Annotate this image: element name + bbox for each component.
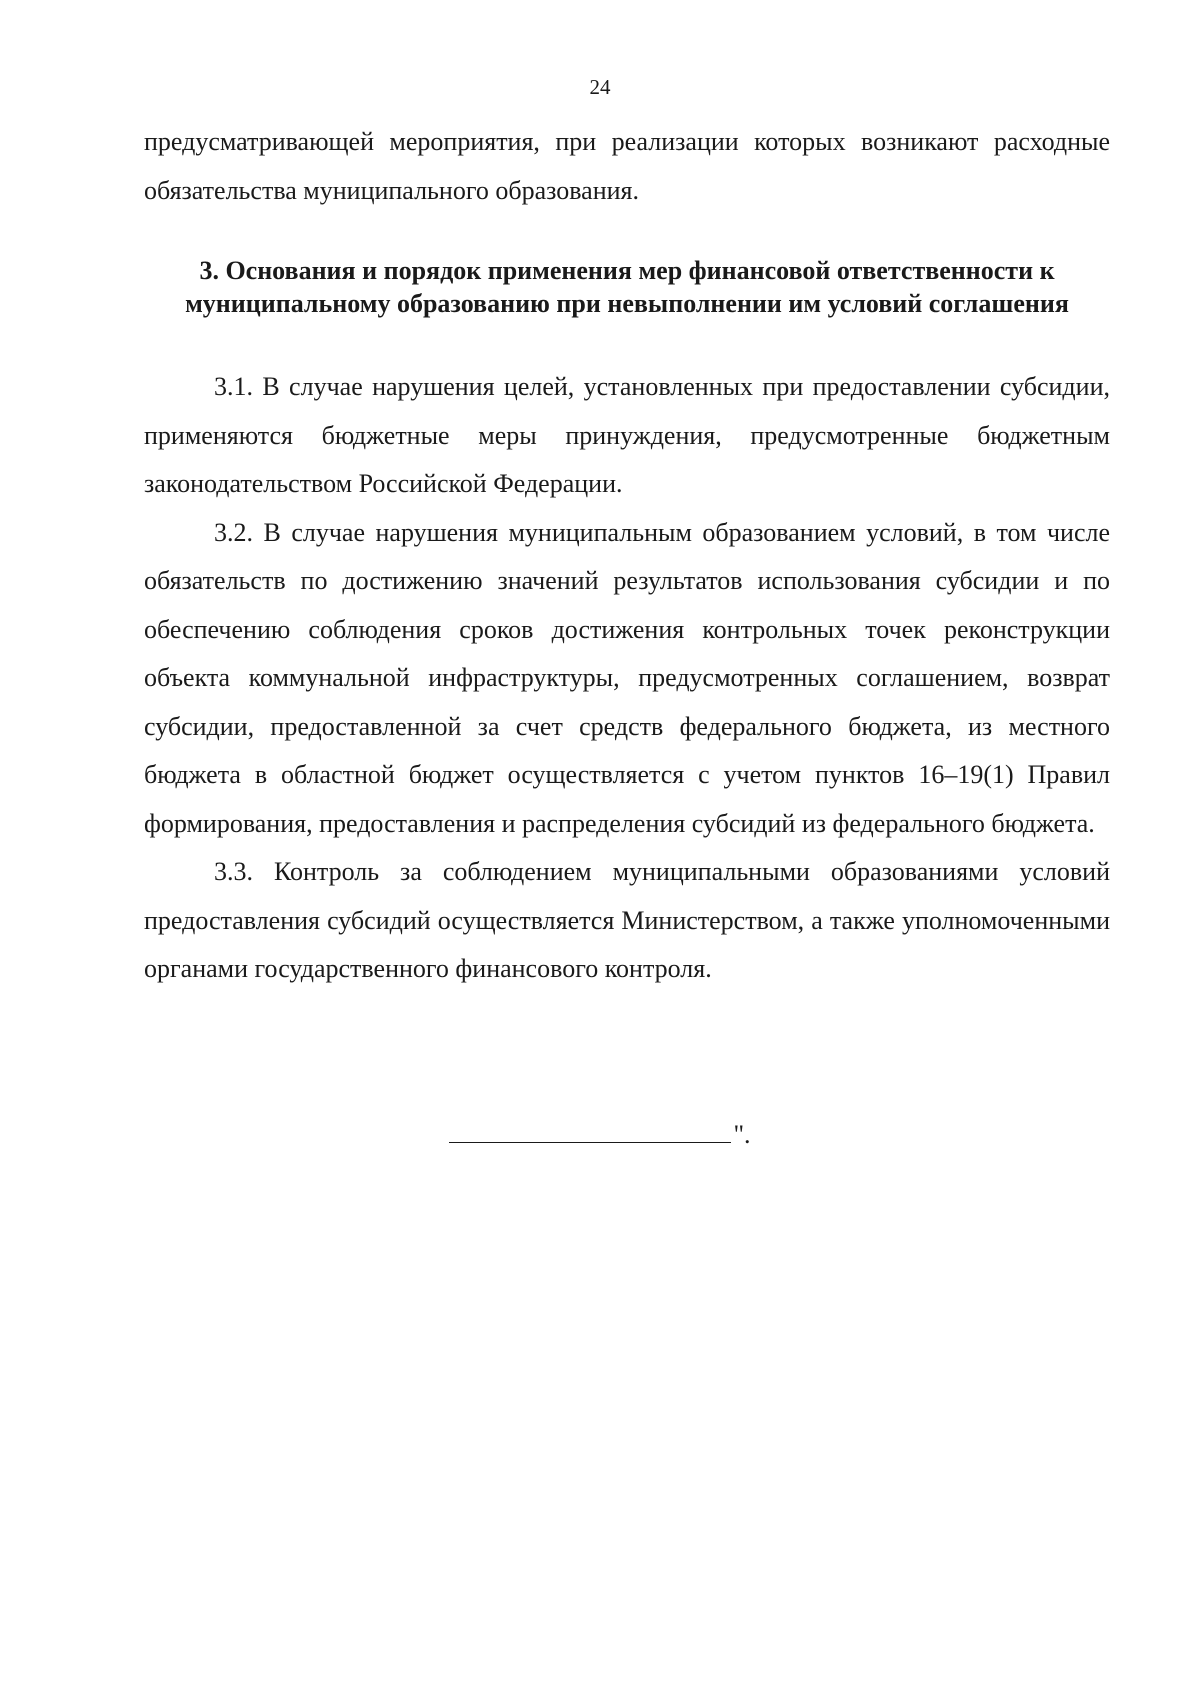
section-body	[144, 363, 1110, 994]
closing-underline	[449, 1114, 731, 1143]
paragraph-3-2: 3.2. В случае нарушения муниципальным образованием условий, в том числе обязательств по достижению значений результатов использования субсидии и по обеспечению соблюдения сроков достижения контрольных точек реконструкции объекта коммунальной инфраструктуры, предусмотренных соглашением, возврат субсидии, предоставленной за счет средств федерального бюджета, из местного бюджета в областной бюджет осуществляется с учетом пунктов 16–19(1) Правил формирования, предоставления и распределения субсидий из федерального бюджета.	[144, 517, 1110, 838]
intro-text-block	[144, 118, 1110, 215]
page-number: 24	[589, 75, 611, 99]
closing-mark	[0, 1114, 1200, 1155]
intro-paragraph: предусматривающей мероприятия, при реализации которых возникают расходные обязательства муниципального образования.	[144, 127, 1110, 205]
paragraph-3-3: 3.3. Контроль за соблюдением муниципальными образованиями условий предоставления субсидий осуществляется Министерством, а также уполномоченными органами государственного финансового контроля.	[144, 857, 1110, 983]
closing-quote: ".	[733, 1120, 751, 1149]
paragraph-3-1: 3.1. В случае нарушения целей, установленных при предоставлении субсидии, применяются бюджетные меры принуждения, предусмотренные бюджетным законодательством Российской Федерации.	[144, 372, 1110, 498]
section-heading: 3. Основания и порядок применения мер финансовой ответственности к муниципальному образованию при невыполнении им условий соглашения	[185, 256, 1069, 318]
